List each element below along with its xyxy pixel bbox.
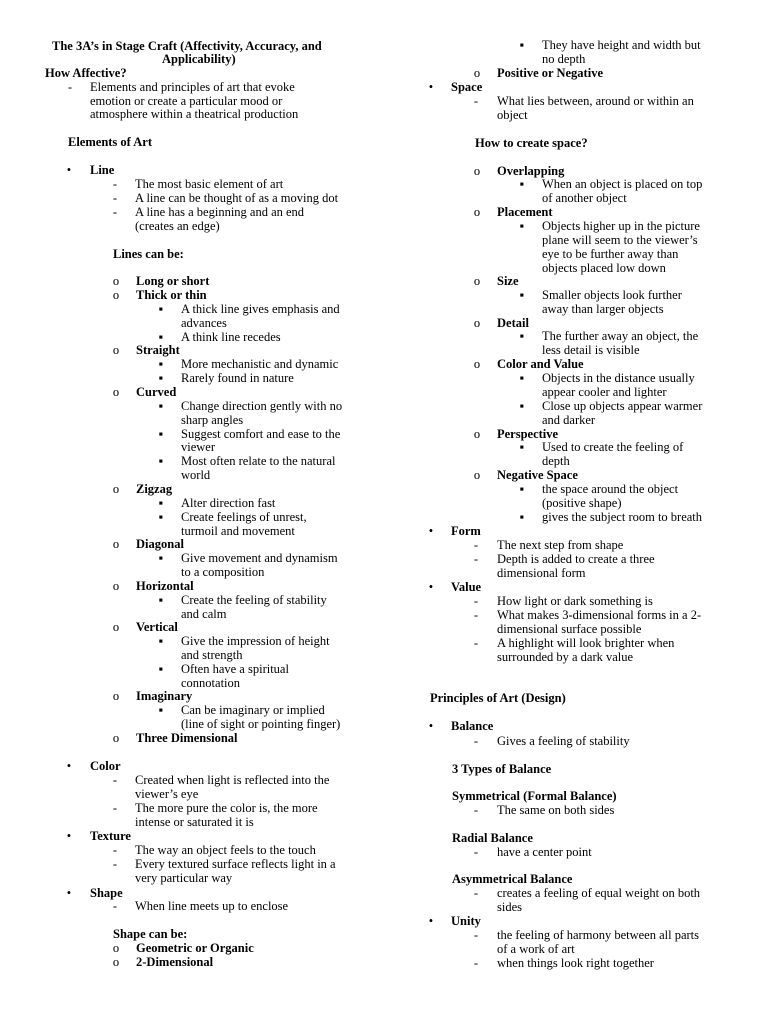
circle-marker: o: [112, 731, 120, 745]
square-marker: ▪: [158, 662, 164, 676]
space-technique-placement: Placement: [497, 205, 553, 219]
circle-marker: o: [112, 955, 120, 969]
dash-marker: -: [473, 636, 479, 650]
shape-type-2d: 2-Dimensional: [136, 955, 214, 969]
form-point: Depth is added to create a three: [497, 552, 655, 566]
line-type-diagonal: Diagonal: [136, 537, 184, 551]
sub-point: eye to be further away than: [542, 247, 679, 261]
square-marker: ▪: [158, 357, 164, 371]
sub-point: Create the feeling of stability: [181, 593, 327, 607]
sub-point: world: [181, 468, 211, 482]
square-marker: ▪: [158, 330, 164, 344]
square-marker: ▪: [158, 371, 164, 385]
balance-label: Balance: [451, 719, 494, 733]
circle-marker: o: [473, 164, 481, 178]
dash-marker: -: [112, 205, 118, 219]
sub-point: gives the subject room to breath: [542, 510, 703, 524]
dash-marker: -: [112, 801, 118, 815]
sub-point: appear cooler and lighter: [542, 385, 667, 399]
line-point: The most basic element of art: [135, 177, 284, 191]
circle-marker: o: [112, 620, 120, 634]
color-point: intense or saturated it is: [135, 815, 254, 829]
dash-marker: -: [67, 80, 73, 94]
bullet-marker: •: [428, 914, 434, 928]
square-marker: ▪: [158, 496, 164, 510]
sub-point: and darker: [542, 413, 596, 427]
bullet-marker: •: [66, 759, 72, 773]
dash-marker: -: [473, 552, 479, 566]
sub-point: sharp angles: [181, 413, 244, 427]
square-marker: ▪: [519, 329, 525, 343]
unity-point: the feeling of harmony between all parts: [497, 928, 700, 942]
form-point: dimensional form: [497, 566, 586, 580]
dash-marker: -: [473, 608, 479, 622]
square-marker: ▪: [158, 703, 164, 717]
dash-marker: -: [112, 899, 118, 913]
shape-type-positive-negative: Positive or Negative: [497, 66, 603, 80]
line-type-horizontal: Horizontal: [136, 579, 194, 593]
line-type-thick-thin: Thick or thin: [136, 288, 207, 302]
sub-point: Suggest comfort and ease to the: [181, 427, 341, 441]
sub-point: Smaller objects look further: [542, 288, 682, 302]
square-marker: ▪: [519, 219, 525, 233]
sub-point: Most often relate to the natural: [181, 454, 336, 468]
shape-label: Shape: [90, 886, 123, 900]
space-point: object: [497, 108, 528, 122]
sub-point: turmoil and movement: [181, 524, 295, 538]
sub-point: Can be imaginary or implied: [181, 703, 325, 717]
sub-point: away than larger objects: [542, 302, 664, 316]
square-marker: ▪: [519, 482, 525, 496]
circle-marker: o: [473, 316, 481, 330]
circle-marker: o: [112, 343, 120, 357]
sub-point: When an object is placed on top: [542, 177, 703, 191]
form-label: Form: [451, 524, 481, 538]
value-point: dimensional surface possible: [497, 622, 642, 636]
symmetrical-label: Symmetrical (Formal Balance): [452, 789, 617, 803]
sub-point: A thick line gives emphasis and: [181, 302, 340, 316]
dash-marker: -: [112, 857, 118, 871]
texture-point: Every textured surface reflects light in a: [135, 857, 336, 871]
line-point: A line can be thought of as a moving dot: [135, 191, 339, 205]
radial-point: have a center point: [497, 845, 592, 859]
sub-point: the space around the object: [542, 482, 679, 496]
shape-can-be-heading: Shape can be:: [113, 927, 188, 941]
dash-marker: -: [473, 94, 479, 108]
value-point: What makes 3-dimensional forms in a 2-: [497, 608, 702, 622]
sub-point: Used to create the feeling of: [542, 440, 684, 454]
unity-point: of a work of art: [497, 942, 575, 956]
space-technique-size: Size: [497, 274, 519, 288]
line-type-zigzag: Zigzag: [136, 482, 173, 496]
square-marker: ▪: [158, 593, 164, 607]
dash-marker: -: [473, 956, 479, 970]
asymmetrical-label: Asymmetrical Balance: [452, 872, 573, 886]
dash-marker: -: [112, 773, 118, 787]
circle-marker: o: [473, 274, 481, 288]
title-line-2: Applicability): [162, 52, 236, 66]
line-type-imaginary: Imaginary: [136, 689, 193, 703]
sub-point: Create feelings of unrest,: [181, 510, 307, 524]
circle-marker: o: [112, 288, 120, 302]
line-type-vertical: Vertical: [136, 620, 178, 634]
space-point: What lies between, around or within an: [497, 94, 694, 108]
sub-point: (positive shape): [542, 496, 622, 510]
sub-point: The further away an object, the: [542, 329, 699, 343]
radial-label: Radial Balance: [452, 831, 533, 845]
unity-label: Unity: [451, 914, 481, 928]
square-marker: ▪: [519, 371, 525, 385]
square-marker: ▪: [519, 38, 525, 52]
texture-point: The way an object feels to the touch: [135, 843, 316, 857]
intro-line: Elements and principles of art that evoke: [90, 80, 295, 94]
dash-marker: -: [473, 886, 479, 900]
dash-marker: -: [112, 177, 118, 191]
line-point: (creates an edge): [135, 219, 220, 233]
form-point: The next step from shape: [497, 538, 624, 552]
color-label: Color: [90, 759, 121, 773]
sub-point: less detail is visible: [542, 343, 640, 357]
bullet-marker: •: [428, 80, 434, 94]
sub-point: Close up objects appear warmer: [542, 399, 703, 413]
circle-marker: o: [112, 579, 120, 593]
color-point: Created when light is reflected into the: [135, 773, 330, 787]
title-line-1: The 3A’s in Stage Craft (Affectivity, Accuracy, and: [52, 39, 322, 53]
sub-point: to a composition: [181, 565, 265, 579]
square-marker: ▪: [519, 510, 525, 524]
sub-point: Alter direction fast: [181, 496, 276, 510]
space-technique-overlapping: Overlapping: [497, 164, 565, 178]
circle-marker: o: [112, 385, 120, 399]
elements-of-art-heading: Elements of Art: [68, 135, 153, 149]
dash-marker: -: [473, 845, 479, 859]
dash-marker: -: [473, 594, 479, 608]
sub-point: connotation: [181, 676, 241, 690]
square-marker: ▪: [519, 288, 525, 302]
sub-point: Objects in the distance usually: [542, 371, 695, 385]
sub-point: no depth: [542, 52, 586, 66]
how-affective-heading: How Affective?: [45, 66, 127, 80]
value-point: How light or dark something is: [497, 594, 653, 608]
dash-marker: -: [473, 928, 479, 942]
color-point: viewer’s eye: [135, 787, 199, 801]
symmetrical-point: The same on both sides: [497, 803, 615, 817]
square-marker: ▪: [158, 634, 164, 648]
value-point: A highlight will look brighter when: [497, 636, 675, 650]
intro-line: atmosphere within a theatrical production: [90, 107, 299, 121]
sub-point: Give movement and dynamism: [181, 551, 338, 565]
sub-point: Rarely found in nature: [181, 371, 294, 385]
square-marker: ▪: [519, 440, 525, 454]
shape-type-geometric-organic: Geometric or Organic: [136, 941, 254, 955]
sub-point: advances: [181, 316, 227, 330]
sub-point: More mechanistic and dynamic: [181, 357, 339, 371]
value-label: Value: [451, 580, 482, 594]
circle-marker: o: [112, 482, 120, 496]
sub-point: Often have a spiritual: [181, 662, 289, 676]
square-marker: ▪: [519, 399, 525, 413]
line-type-three-dimensional: Three Dimensional: [136, 731, 238, 745]
sub-point: Give the impression of height: [181, 634, 330, 648]
sub-point: Change direction gently with no: [181, 399, 343, 413]
bullet-marker: •: [66, 163, 72, 177]
bullet-marker: •: [66, 829, 72, 843]
intro-line: emotion or create a particular mood or: [90, 94, 283, 108]
lines-can-be-heading: Lines can be:: [113, 247, 184, 261]
how-to-create-space-heading: How to create space?: [475, 136, 588, 150]
balance-point: Gives a feeling of stability: [497, 734, 630, 748]
dash-marker: -: [112, 843, 118, 857]
sub-point: of another object: [542, 191, 627, 205]
square-marker: ▪: [158, 454, 164, 468]
sub-point: viewer: [181, 440, 216, 454]
sub-point: plane will seem to the viewer’s: [542, 233, 698, 247]
line-point: A line has a beginning and an end: [135, 205, 305, 219]
line-label: Line: [90, 163, 115, 177]
square-marker: ▪: [158, 399, 164, 413]
sub-point: and calm: [181, 607, 227, 621]
bullet-marker: •: [428, 524, 434, 538]
principles-heading: Principles of Art (Design): [430, 691, 566, 705]
sub-point: They have height and width but: [542, 38, 701, 52]
circle-marker: o: [112, 274, 120, 288]
space-label: Space: [451, 80, 483, 94]
asymmetrical-point: creates a feeling of equal weight on both: [497, 886, 701, 900]
circle-marker: o: [473, 468, 481, 482]
line-type-straight: Straight: [136, 343, 180, 357]
sub-point: (line of sight or pointing finger): [181, 717, 341, 731]
unity-point: when things look right together: [497, 956, 654, 970]
circle-marker: o: [473, 66, 481, 80]
color-point: The more pure the color is, the more: [135, 801, 318, 815]
space-technique-detail: Detail: [497, 316, 529, 330]
dash-marker: -: [112, 191, 118, 205]
circle-marker: o: [112, 941, 120, 955]
circle-marker: o: [473, 357, 481, 371]
sub-point: objects placed low down: [542, 261, 666, 275]
circle-marker: o: [473, 205, 481, 219]
dash-marker: -: [473, 538, 479, 552]
types-of-balance-heading: 3 Types of Balance: [452, 762, 552, 776]
square-marker: ▪: [158, 510, 164, 524]
texture-point: very particular way: [135, 871, 233, 885]
circle-marker: o: [112, 689, 120, 703]
circle-marker: o: [473, 427, 481, 441]
sub-point: Objects higher up in the picture: [542, 219, 700, 233]
bullet-marker: •: [66, 886, 72, 900]
sub-point: A think line recedes: [181, 330, 281, 344]
shape-point: When line meets up to enclose: [135, 899, 289, 913]
square-marker: ▪: [519, 177, 525, 191]
bullet-marker: •: [428, 719, 434, 733]
bullet-marker: •: [428, 580, 434, 594]
space-technique-color-value: Color and Value: [497, 357, 584, 371]
line-type-long-short: Long or short: [136, 274, 210, 288]
space-technique-negative-space: Negative Space: [497, 468, 578, 482]
texture-label: Texture: [90, 829, 131, 843]
dash-marker: -: [473, 803, 479, 817]
square-marker: ▪: [158, 551, 164, 565]
line-type-curved: Curved: [136, 385, 177, 399]
square-marker: ▪: [158, 427, 164, 441]
circle-marker: o: [112, 537, 120, 551]
value-point: surrounded by a dark value: [497, 650, 634, 664]
sub-point: and strength: [181, 648, 243, 662]
space-technique-perspective: Perspective: [497, 427, 559, 441]
dash-marker: -: [473, 734, 479, 748]
sub-point: depth: [542, 454, 570, 468]
square-marker: ▪: [158, 302, 164, 316]
asymmetrical-point: sides: [497, 900, 522, 914]
